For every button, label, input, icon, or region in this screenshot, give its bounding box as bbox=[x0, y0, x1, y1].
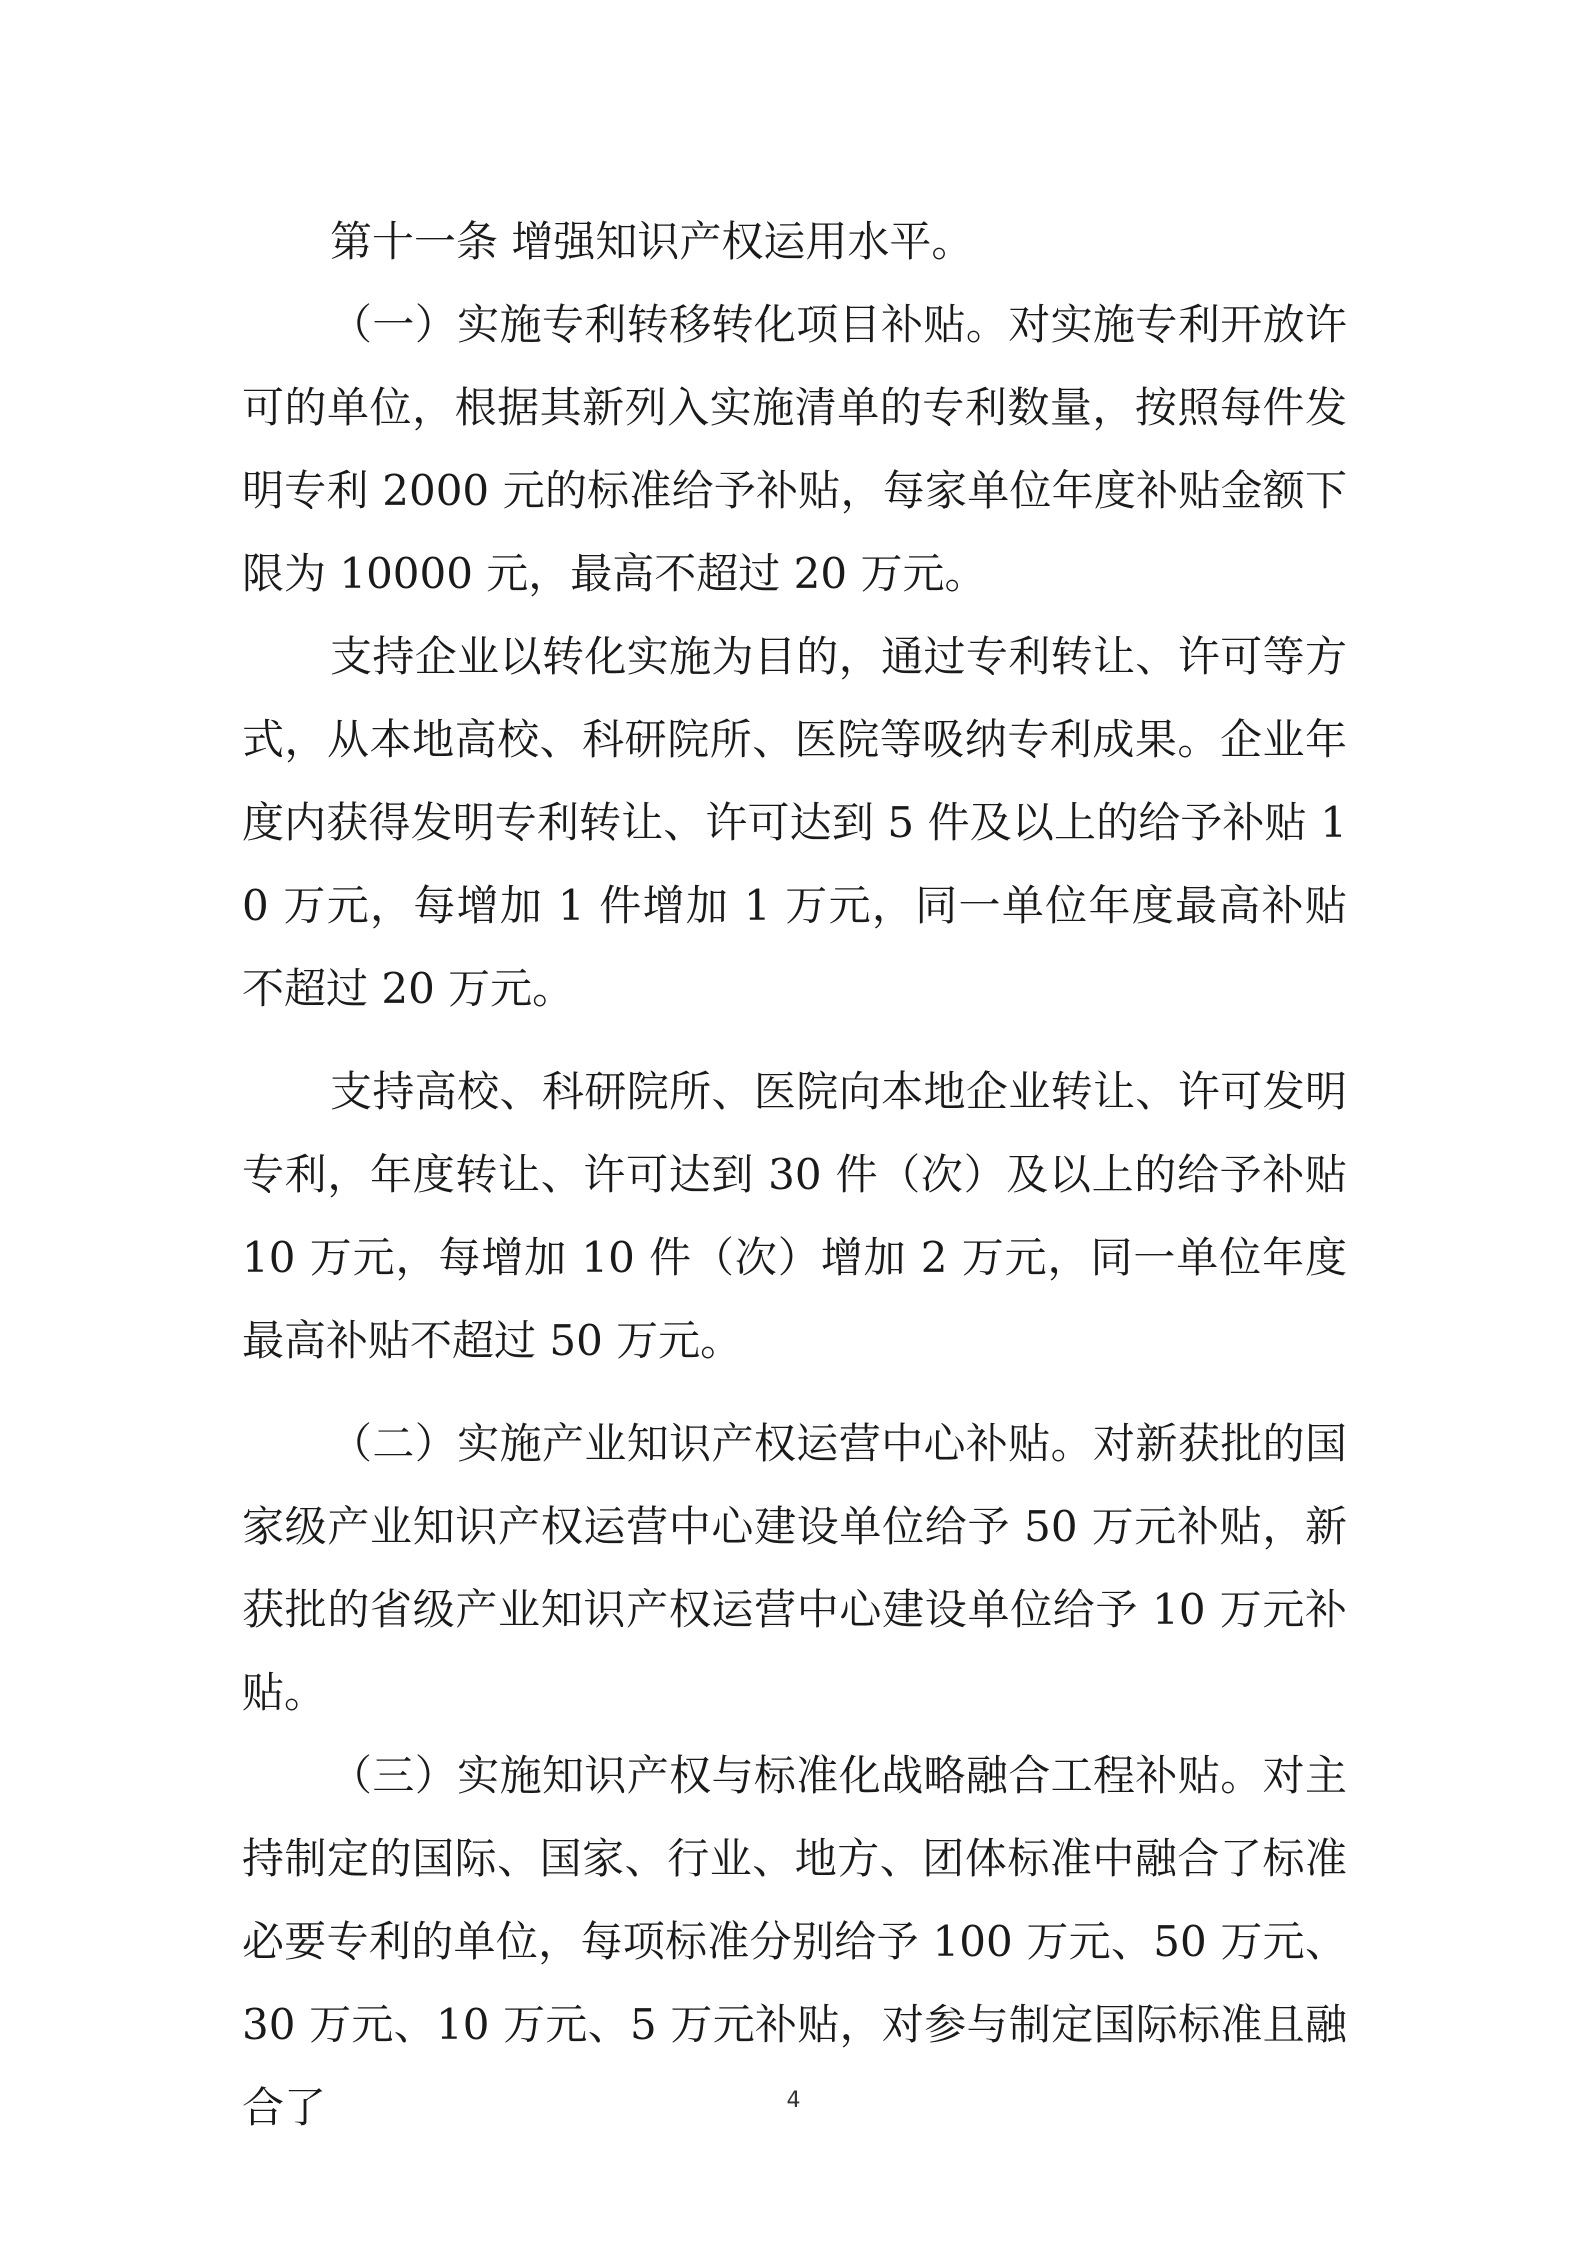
paragraph-standardization-subsidy: （三）实施知识产权与标准化战略融合工程补贴。对主持制定的国际、国家、行业、地方、团体标准中融合了标准必要专利的单位，每项标准分别给予 100 万元、50 万元、30 万元、10 万元、5 万元补贴，对参与制定国际标准且融合了 bbox=[242, 1751, 1347, 2132]
paragraph-operation-center-subsidy: （二）实施产业知识产权运营中心补贴。对新获批的国家级产业知识产权运营中心建设单位给予 50 万元补贴，新获批的省级产业知识产权运营中心建设单位给予 10 万元补贴。 bbox=[242, 1419, 1347, 1717]
paragraph-university-transfer: 支持高校、科研院所、医院向本地企业转让、许可发明专利，年度转让、许可达到 30 件（次）及以上的给予补贴 10 万元，每增加 10 件（次）增加 2 万元，同一单位年度最高补贴不超过 50 万元。 bbox=[242, 1067, 1347, 1365]
paragraph-enterprise-absorption: 支持企业以转化实施为目的，通过专利转让、许可等方式，从本地高校、科研院所、医院等吸纳专利成果。企业年度内获得发明专利转让、许可达到 5 件及以上的给予补贴 10 万元，每增加 1 件增加 1 万元，同一单位年度最高补贴不超过 20 万元。 bbox=[242, 632, 1347, 1013]
page-number: 4 bbox=[786, 2088, 801, 2113]
document-body bbox=[242, 200, 1347, 2149]
article-heading: 第十一条 增强知识产权运用水平。 bbox=[330, 217, 974, 266]
paragraph-patent-transfer-subsidy: （一）实施专利转移转化项目补贴。对实施专利开放许可的单位，根据其新列入实施清单的专利数量，按照每件发明专利 2000 元的标准给予补贴，每家单位年度补贴金额下限为 10000 元，最高不超过 20 万元。 bbox=[242, 300, 1347, 598]
